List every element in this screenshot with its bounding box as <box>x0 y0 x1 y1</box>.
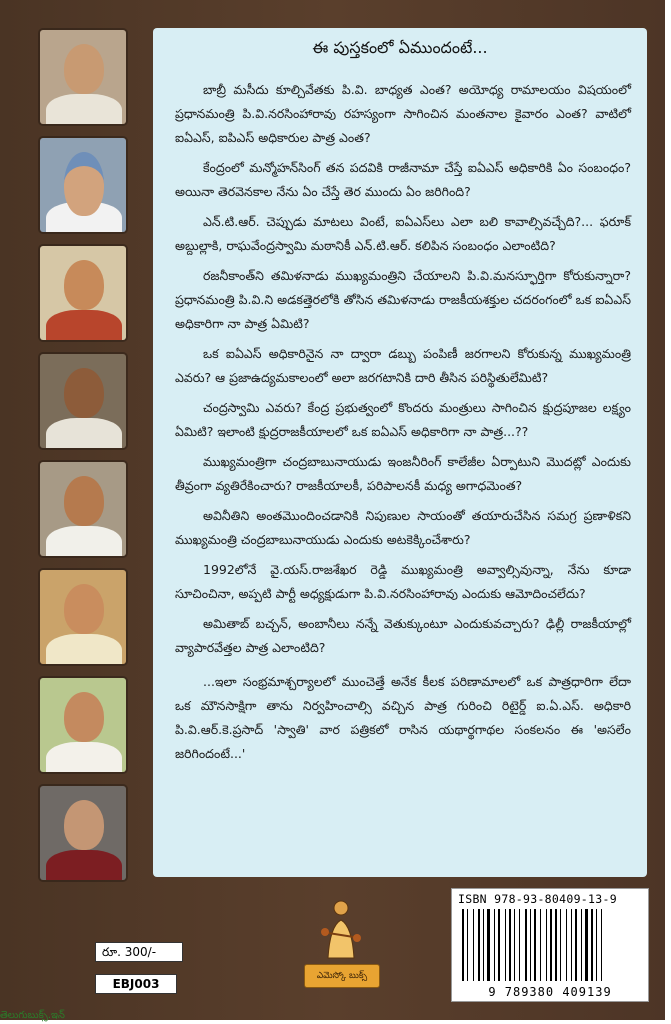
barcode-stripe <box>585 909 588 981</box>
panel-title: ఈ పుస్తకంలో ఏముందంటే... <box>312 38 488 57</box>
barcode-stripe <box>548 909 549 981</box>
barcode-stripe <box>578 909 580 981</box>
barcode-stripe <box>583 909 584 981</box>
barcode-stripe <box>516 909 518 981</box>
price-label: రూ. 300/- <box>95 942 183 962</box>
barcode-stripe <box>494 909 495 981</box>
barcode-stripe <box>589 909 590 981</box>
barcode-stripe <box>483 909 484 981</box>
barcode-stripe <box>485 909 486 981</box>
paragraph: చంద్రస్వామి ఎవరు? కేంద్ర ప్రభుత్వంలో కొందరు మంత్రులు సాగించిన క్షుద్రపూజల లక్ష్యం ఏమిటి? ఇలాంటి క్షుద్రరాజకీయాలలో ఒక ఐఏఎస్ అధికారిగా నా పాత్ర...?? <box>175 400 631 439</box>
paragraph: ముఖ్యమంత్రిగా చంద్రబాబునాయుడు ఇంజనీరింగ్ కాలేజీల ఏర్పాటుని మొదట్లో ఎందుకు తీవ్రంగా వ్యతిరేకించారు? రాజకీయాలకీ, పరిపాలనకీ మధ్య అగాధమెంత? <box>175 454 631 493</box>
photo-rajinikanth <box>40 354 126 448</box>
barcode-stripe <box>509 909 511 981</box>
description-paragraphs <box>175 78 631 772</box>
photo-manmohan-singh <box>40 138 126 232</box>
photo-ntr <box>40 246 126 340</box>
barcode-stripe <box>465 909 466 981</box>
barcode-bars <box>462 909 638 981</box>
barcode-stripe <box>525 909 527 981</box>
barcode-stripe <box>491 909 493 981</box>
isbn-label: ISBN 978-93-80409-13-9 <box>458 892 617 906</box>
barcode-stripe <box>601 909 602 981</box>
barcode-stripe <box>562 909 565 981</box>
barcode-stripe <box>555 909 557 981</box>
barcode-stripe <box>469 909 472 981</box>
barcode-number: 9 789380 409139 <box>488 985 612 999</box>
barcode-stripe <box>501 909 504 981</box>
paragraph: రజనీకాంత్‌ని తమిళనాడు ముఖ్యమంత్రిని చేయాలని పి.వి.మనస్ఫూర్తిగా కోరుకున్నారా? ప్రధానమంత్రి పి.వి.ని అడకత్తెరలోకి తోసిన తమిళనాడు రాజకీయశక్తుల చదరంగంలో ఒక ఐఏఎస్ అధికారిగా నా పాత్ర ఏమిటి? <box>175 268 631 331</box>
barcode-stripe <box>505 909 506 981</box>
barcode-stripe <box>481 909 482 981</box>
barcode-stripe <box>528 909 529 981</box>
watermark: తెలుగుబుక్స్.ఇన్ <box>0 1010 65 1021</box>
barcode-stripe <box>498 909 500 981</box>
paragraph: ఎన్.టి.ఆర్. చెప్పుడు మాటలు వింటే, ఐఏఎస్‌లు ఎలా బలి కావాల్సివచ్చేది?... ఫరూక్ అబ్దుల్లాకి, రాఘవేంద్రస్వామి మఠానికీ ఎన్.టి.ఆర్. కలిపిన సంబంధం ఎలాంటిది? <box>175 214 631 253</box>
photo-pv-narasimha-rao <box>40 30 126 124</box>
barcode-stripe <box>507 909 508 981</box>
barcode-stripe <box>553 909 554 981</box>
publisher-logo <box>300 892 382 998</box>
isbn-barcode <box>451 888 649 1002</box>
barcode-stripe <box>540 909 541 981</box>
barcode-stripe <box>560 909 561 981</box>
barcode-stripe <box>558 909 559 981</box>
barcode-stripe <box>603 909 604 981</box>
barcode-stripe <box>550 909 552 981</box>
barcode-stripe <box>598 909 600 981</box>
barcode-stripe <box>568 909 570 981</box>
barcode-stripe <box>514 909 515 981</box>
paragraph: 1992లోనే వై.యస్.రాజశేఖర రెడ్డి ముఖ్యమంత్రి అవ్వాల్సివున్నా, నేను కూడా సూచించినా, అప్పటి పార్టీ అధ్యక్షుడుగా పి.వి.నరసింహారావు ఎందుకు ఆమోదించలేదు? <box>175 562 631 601</box>
barcode-stripe <box>530 909 531 981</box>
barcode-stripe <box>594 909 595 981</box>
photo-ys-rajasekhara-reddy <box>40 678 126 772</box>
barcode-stripe <box>473 909 474 981</box>
barcode-stripe <box>521 909 524 981</box>
barcode-stripe <box>581 909 582 981</box>
photo-amitabh-bachchan <box>40 786 126 880</box>
barcode-stripe <box>542 909 545 981</box>
barcode-stripe <box>532 909 533 981</box>
barcode-stripe <box>462 909 464 981</box>
paragraph: అవినీతిని అంతమొందించడానికి నిపుణుల సాయంతో తయారుచేసిన సమగ్ర ప్రణాళికని ముఖ్యమంత్రి చంద్రబాబునాయుడు ఎందుకు అటకెక్కించేశారు? <box>175 508 631 547</box>
paragraph: బాబ్రీ మసీదు కూల్చివేతకు పి.వి. బాధ్యత ఎంత? అయోధ్య రామాలయం విషయంలో ప్రధానమంత్రి పి.వి.నరసింహారావు రహస్యంగా సాగించిన మంతనాల కైవారం ఎంత? వాటిలో ఐఏఎస్, ఐపిఎస్ అధికారుల పాత్ర ఎంత? <box>175 82 631 145</box>
barcode-stripe <box>566 909 567 981</box>
paragraph: అమితాబ్ బచ్చన్, అంబానీలు నన్నే వెతుక్కుంటూ ఎందుకువచ్చారు? ఢిల్లీ రాజకీయాల్లో వ్యాపారవేత్తల పాత్ర ఎలాంటిది? <box>175 616 631 655</box>
paragraph: ఒక ఐఏఎస్ అధికారినైన నా ద్వారా డబ్బు పంపిణీ జరగాలని కోరుకున్న ముఖ్యమంత్రి ఎవరు? ఆ ప్రజాఉద్యమకాలంలో అలా జరగటానికి దారి తీసిన పరిస్థితులేమిటి? <box>175 346 631 385</box>
barcode-stripe <box>467 909 468 981</box>
publisher-name: ఎమెస్కో బుక్స్ <box>304 964 380 988</box>
closing-paragraph: ...ఇలా సంభ్రమాశ్చర్యాలలో ముంచెత్తే అనేక కీలక పరిణామాలలో ఒక పాత్రధారిగా లేదా ఒక మౌనసాక్షిగా తాను నిర్వహించాల్సి వచ్చిన పాత్ర గురించి రిటైర్డ్ ఐ.ఏ.ఎస్. అధికారి పి.వి.ఆర్.కె.ప్రసాద్ 'స్వాతి' వార పత్రికలో రాసిన యథార్థగాథల సంకలనం ఈ 'అసలేం జరిగిందంటే...' <box>175 674 631 761</box>
paragraph: కేంద్రంలో మన్మోహన్‌సింగ్ తన పదవికి రాజీనామా చేస్తే ఐఏఎస్ అధికారికి ఏం సంబంధం? అయినా తెరవెనకాల నేను ఏం చేస్తే తెర ముందు ఏం జరిగింది? <box>175 160 631 199</box>
barcode-stripe <box>596 909 597 981</box>
barcode-stripe <box>475 909 477 981</box>
barcode-stripe <box>534 909 536 981</box>
photo-chandraswami <box>40 462 126 556</box>
goddess-saraswati-icon <box>320 898 362 962</box>
barcode-stripe <box>519 909 520 981</box>
barcode-stripe <box>575 909 577 981</box>
barcode-stripe <box>537 909 539 981</box>
photo-chandrababu-naidu <box>40 570 126 664</box>
barcode-stripe <box>478 909 480 981</box>
barcode-stripe <box>546 909 547 981</box>
barcode-stripe <box>487 909 490 981</box>
barcode-stripe <box>573 909 574 981</box>
barcode-stripe <box>591 909 593 981</box>
barcode-stripe <box>496 909 497 981</box>
barcode-stripe <box>571 909 572 981</box>
description-panel <box>153 28 647 877</box>
book-code: EBJ003 <box>95 974 177 994</box>
barcode-stripe <box>512 909 513 981</box>
